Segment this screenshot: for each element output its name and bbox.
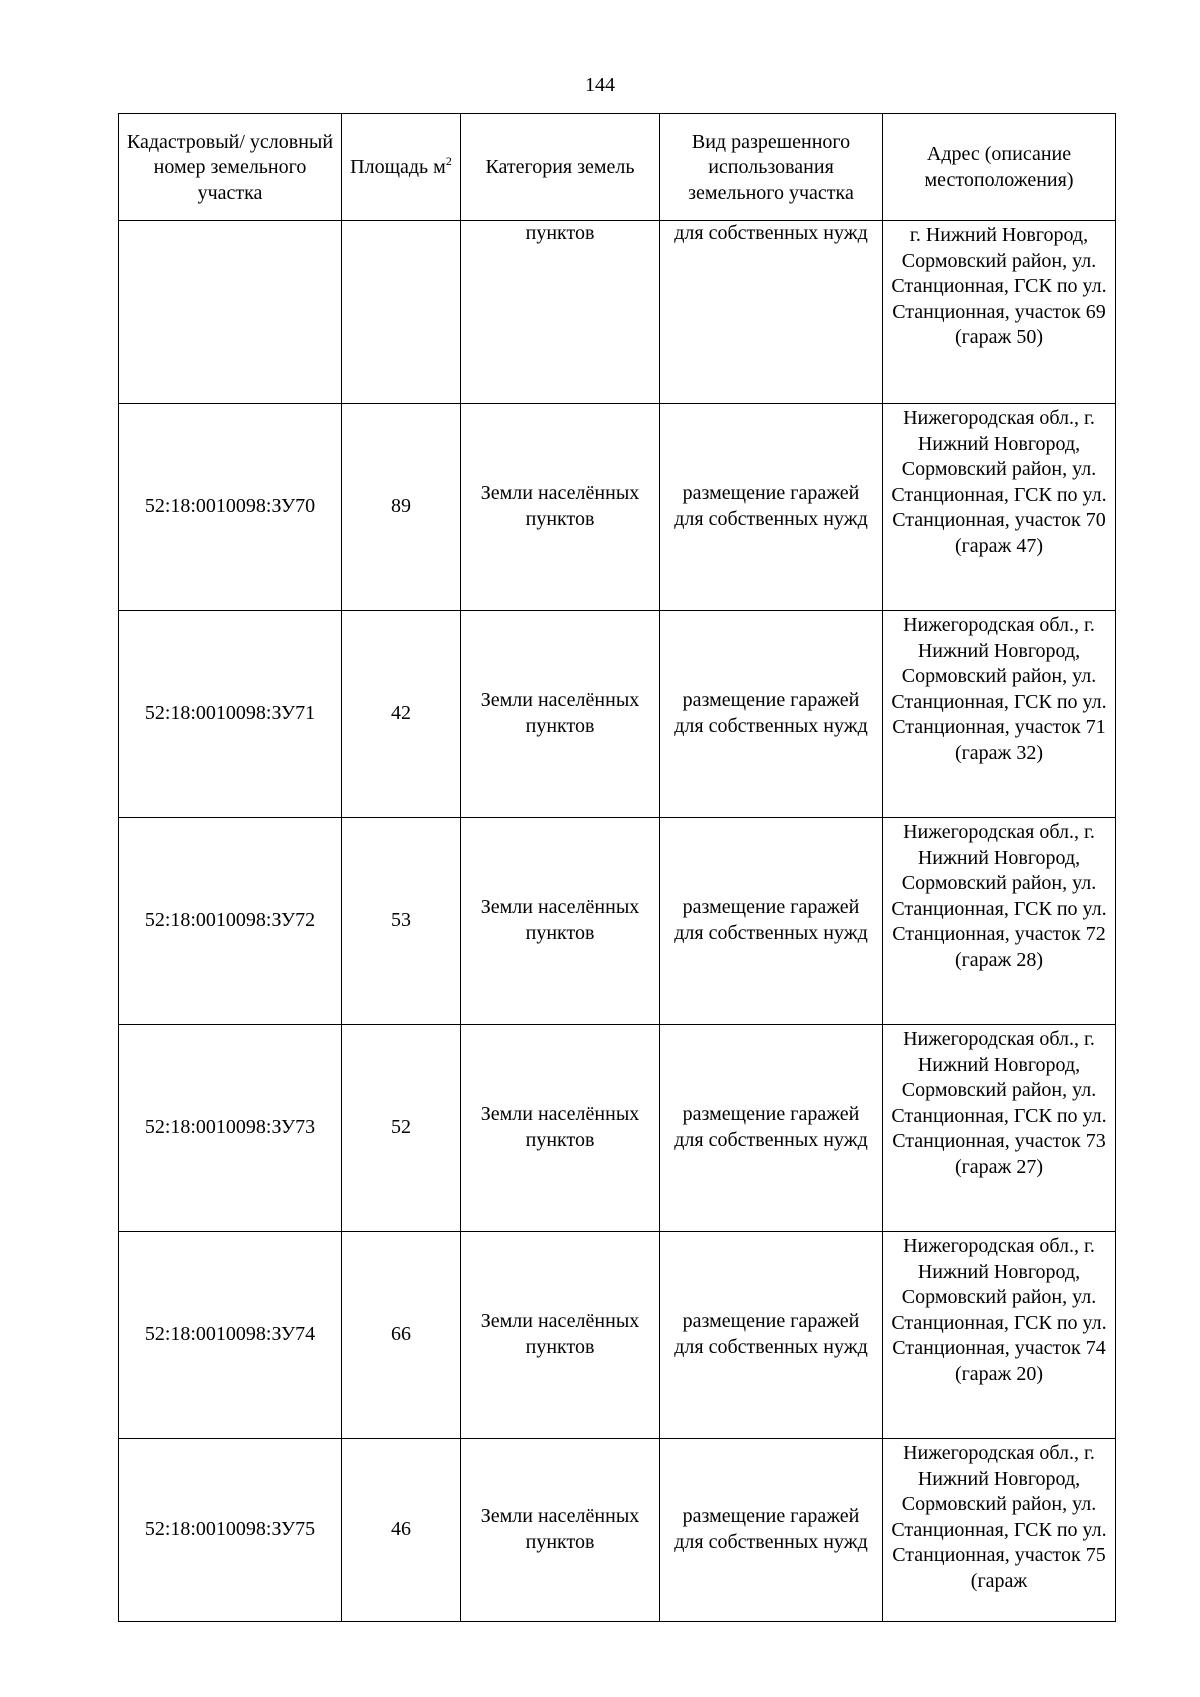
cell-address: Нижегородская обл., г. Нижний Новгород, Сормовский район, ул. Станционная, ГСК по ул. Станционная, участок 72 (гараж 28) [883, 818, 1116, 1025]
cell-land-category: Земли населённых пунктов [461, 1439, 660, 1622]
cell-address [883, 1439, 1116, 1622]
cell-area: 46 [342, 1439, 461, 1622]
cell-land-category: Земли населённых пунктов [461, 818, 660, 1025]
cell-area: 53 [342, 818, 461, 1025]
cell-cadastral-number: 52:18:0010098:ЗУ71 [119, 611, 342, 818]
cell-land-category: Земли населённых пунктов [461, 611, 660, 818]
cell-address: г. Нижний Новгород, Сормовский район, ул. Станционная, ГСК по ул. Станционная, участок 69 (гараж 50) [883, 221, 1116, 404]
cell-permitted-use: для собственных нужд [660, 221, 883, 404]
cell-land-category: Земли населённых пунктов [461, 404, 660, 611]
page-number: 144 [585, 74, 615, 96]
cell-land-category: Земли населённых пунктов [461, 1025, 660, 1232]
table-body [119, 221, 1116, 1622]
table-row [119, 818, 1116, 1025]
cell-permitted-use: размещение гаражей для собственных нужд [660, 1439, 883, 1622]
table-row [119, 611, 1116, 818]
cell-cadastral-number: 52:18:0010098:ЗУ72 [119, 818, 342, 1025]
cell-permitted-use: размещение гаражей для собственных нужд [660, 404, 883, 611]
cell-permitted-use: размещение гаражей для собственных нужд [660, 818, 883, 1025]
header-address: Адрес (описание местоположения) [883, 114, 1116, 221]
cell-area: 52 [342, 1025, 461, 1232]
cell-cadastral-number [119, 221, 342, 404]
header-area-superscript: 2 [445, 154, 452, 169]
table-row [119, 1439, 1116, 1622]
table-row [119, 404, 1116, 611]
cell-area [342, 221, 461, 404]
header-area [342, 114, 461, 221]
cell-address: Нижегородская обл., г. Нижний Новгород, Сормовский район, ул. Станционная, ГСК по ул. Станционная, участок 73 (гараж 27) [883, 1025, 1116, 1232]
land-plots-table [118, 113, 1116, 1622]
table-row [119, 1025, 1116, 1232]
cell-cadastral-number: 52:18:0010098:ЗУ74 [119, 1232, 342, 1439]
cell-permitted-use: размещение гаражей для собственных нужд [660, 1025, 883, 1232]
header-land-category: Категория земель [461, 114, 660, 221]
cell-area: 89 [342, 404, 461, 611]
cell-address: Нижегородская обл., г. Нижний Новгород, Сормовский район, ул. Станционная, ГСК по ул. Станционная, участок 71 (гараж 32) [883, 611, 1116, 818]
address-text: Нижегородская обл., г. Нижний Новгород, Сормовский район, ул. Станционная, ГСК по ул. Станционная, участок 75 (гараж [891, 1442, 1107, 1592]
cell-address: Нижегородская обл., г. Нижний Новгород, Сормовский район, ул. Станционная, ГСК по ул. Станционная, участок 70 (гараж 47) [883, 404, 1116, 611]
cell-permitted-use: размещение гаражей для собственных нужд [660, 1232, 883, 1439]
cell-area: 42 [342, 611, 461, 818]
cell-address: Нижегородская обл., г. Нижний Новгород, Сормовский район, ул. Станционная, ГСК по ул. Станционная, участок 74 (гараж 20) [883, 1232, 1116, 1439]
header-permitted-use: Вид разрешенного использования земельного участка [660, 114, 883, 221]
table-row [119, 1232, 1116, 1439]
cell-permitted-use: размещение гаражей для собственных нужд [660, 611, 883, 818]
cell-land-category: Земли населённых пунктов [461, 1232, 660, 1439]
cell-cadastral-number: 52:18:0010098:ЗУ70 [119, 404, 342, 611]
cell-cadastral-number: 52:18:0010098:ЗУ75 [119, 1439, 342, 1622]
header-cadastral-number: Кадастровый/ условный номер земельного участка [119, 114, 342, 221]
table-row-continued [119, 221, 1116, 404]
header-area-label: Площадь м [350, 156, 446, 179]
cell-area: 66 [342, 1232, 461, 1439]
cell-cadastral-number: 52:18:0010098:ЗУ73 [119, 1025, 342, 1232]
cell-land-category: пунктов [461, 221, 660, 404]
table-header-row [119, 114, 1116, 221]
